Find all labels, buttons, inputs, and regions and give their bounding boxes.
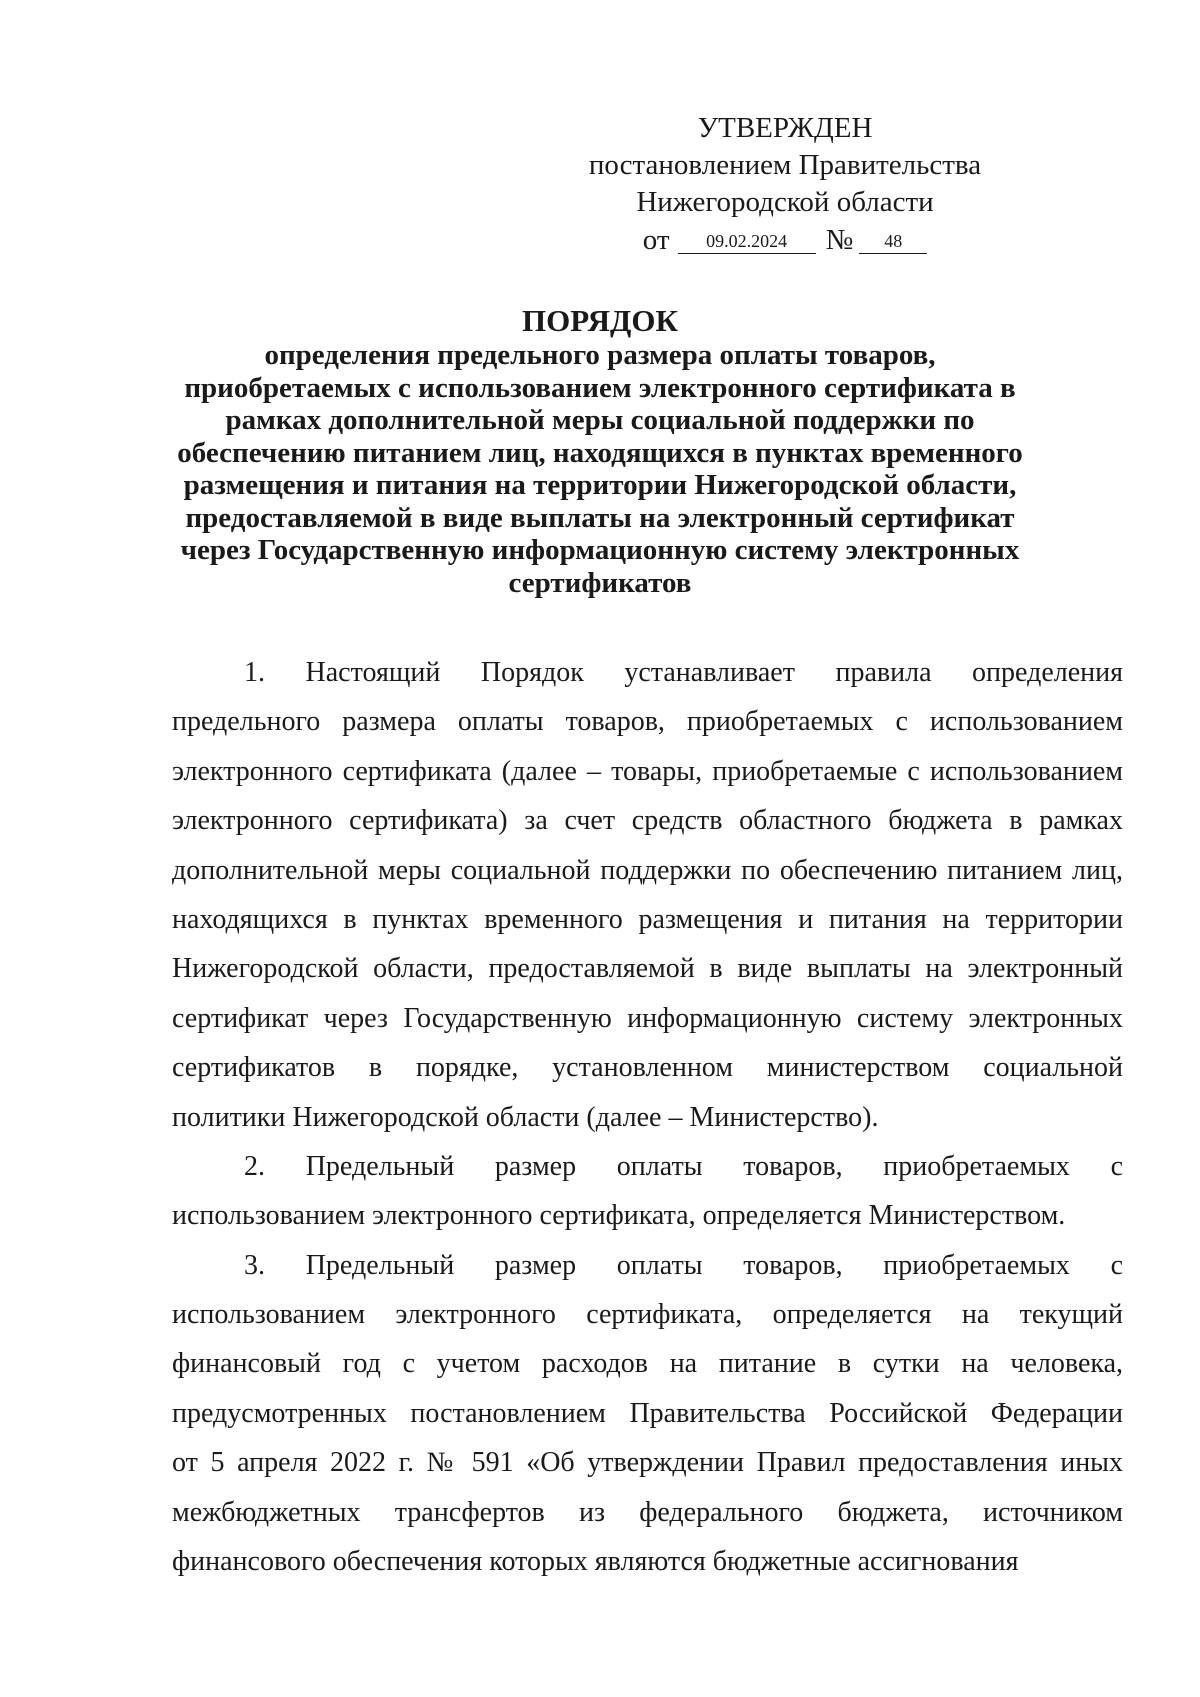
- paragraph-line: финансовый год с учетом расходов на питание в сутки на человека,: [172, 1348, 1123, 1380]
- approval-region: Нижегородской области: [636, 186, 934, 218]
- paragraph-line: от 5 апреля 2022 г. № 591 «Об утверждении Правил предоставления иных: [172, 1447, 1123, 1479]
- paragraph-line: электронного сертификата (далее – товары, приобретаемые с использованием: [172, 755, 1123, 787]
- paragraph-line: дополнительной меры социальной поддержки по обеспечению питанием лиц,: [172, 854, 1123, 886]
- paragraph: [172, 1142, 1123, 1241]
- paragraph-line: электронного сертификата) за счет средств областного бюджета в рамках: [172, 805, 1123, 837]
- subtitle-line: обеспечению питанием лиц, находящихся в пунктах временного: [177, 436, 1023, 469]
- paragraph: [172, 1241, 1123, 1587]
- approval-number: 48: [859, 229, 927, 254]
- paragraph-line: 3. Предельный размер оплаты товаров, приобретаемых с: [244, 1249, 1123, 1281]
- subtitle-line: сертификатов: [508, 566, 692, 599]
- paragraph-line: находящихся в пунктах временного размещения и питания на территории: [172, 903, 1123, 935]
- number-prefix: №: [825, 224, 854, 256]
- subtitle-line: приобретаемых с использованием электронного сертификата в: [184, 371, 1016, 404]
- paragraph-line: использованием электронного сертификата, определяется Министерством.: [172, 1200, 1066, 1232]
- paragraph-line: сертификат через Государственную информационную систему электронных: [172, 1002, 1123, 1034]
- approval-date: 09.02.2024: [678, 229, 816, 254]
- date-prefix: от: [642, 224, 670, 256]
- paragraph-line: 2. Предельный размер оплаты товаров, приобретаемых с: [244, 1150, 1123, 1182]
- paragraph-line: использованием электронного сертификата, определяется на текущий: [172, 1299, 1123, 1331]
- subtitle-line: определения предельного размера оплаты товаров,: [264, 339, 936, 371]
- paragraph-line: предусмотренных постановлением Правительства Российской Федерации: [172, 1397, 1123, 1429]
- document-title: ПОРЯДОК: [522, 303, 678, 338]
- paragraph-line: финансового обеспечения которых являются бюджетные ассигнования: [172, 1546, 1019, 1578]
- document-body: [172, 648, 1123, 1586]
- paragraph-line: 1. Настоящий Порядок устанавливает правила определения: [244, 657, 1123, 688]
- document-heading: [150, 303, 1050, 599]
- subtitle-line: рамках дополнительной меры социальной поддержки по: [225, 404, 975, 436]
- subtitle-line: через Государственную информационную систему электронных: [180, 534, 1020, 566]
- approval-status: УТВЕРЖДЕН: [697, 112, 873, 144]
- paragraph: [172, 648, 1123, 1142]
- approval-by-line: постановлением Правительства: [588, 149, 982, 181]
- paragraph-line: политики Нижегородской области (далее – Министерство).: [172, 1101, 879, 1133]
- paragraph-line: межбюджетных трансфертов из федерального бюджета, источником: [172, 1496, 1123, 1528]
- paragraph-line: сертификатов в порядке, установленном министерством социальной: [172, 1052, 1123, 1084]
- subtitle-line: предоставляемой в виде выплаты на электронный сертификат: [185, 501, 1015, 534]
- approval-date-line: [560, 222, 1010, 259]
- subtitle-line: размещения и питания на территории Нижегородской области,: [183, 469, 1017, 501]
- paragraph-line: предельного размера оплаты товаров, приобретаемых с использованием: [172, 706, 1123, 738]
- document-subtitle: [150, 339, 1050, 599]
- paragraph-line: Нижегородской области, предоставляемой в виде выплаты на электронный: [172, 953, 1123, 985]
- approval-stamp-block: [560, 110, 1010, 259]
